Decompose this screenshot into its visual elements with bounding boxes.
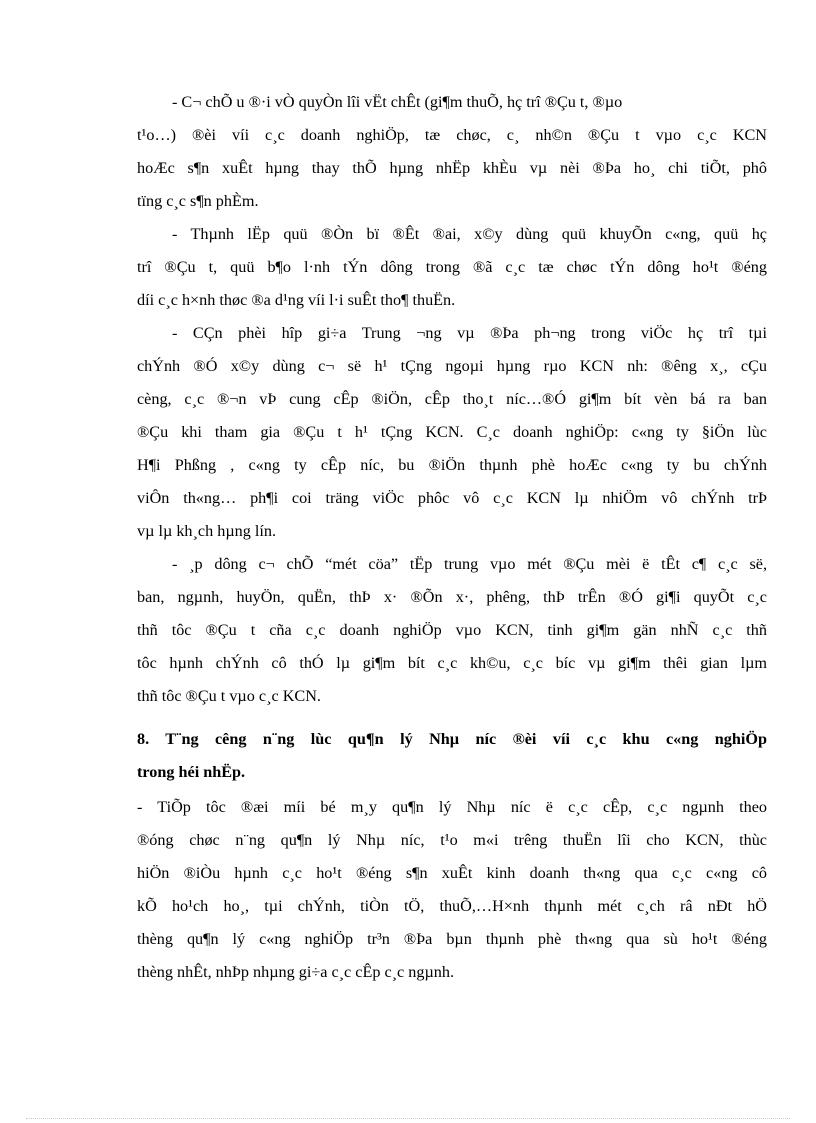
final-paragraph-line-3: hiÖn ®iÒu hµnh c¸c ho¹t ®éng s¶n xuÊt kinh doanh th«ng qua c¸c c«ng cô — [137, 864, 767, 882]
section-heading-line-1: 8. T¨ng cêng n¨ng lùc qu¶n lý Nhµ níc ®èi víi c¸c khu c«ng nghiÖp — [137, 730, 767, 748]
page-bottom-divider — [26, 1118, 790, 1119]
paragraph-3-line-3: cèng, c¸c ®¬n vÞ cung cÊp ®iÖn, cÊp tho¸t níc…®Ó gi¶m bít vèn bá ra ban — [137, 390, 767, 408]
paragraph-1-line-1: - C¬ chÕ u ®·i vÒ quyÒn lîi vËt chÊt (gi¶m thuÕ, hç trî ®Çu t, ®µo — [172, 93, 623, 111]
final-paragraph-line-6: thèng nhÊt, nhÞp nhµng gi÷a c¸c cÊp c¸c ngµnh. — [137, 963, 455, 981]
paragraph-4-line-3: thñ tôc ®Çu t cña c¸c doanh nghiÖp vµo KCN, tinh gi¶m gän nhÑ c¸c thñ — [137, 621, 767, 639]
paragraph-3-line-2: chÝnh ®Ó x©y dùng c¬ së h¹ tÇng ngoµi hµng rµo KCN nh: ®êng x¸, cÇu — [137, 357, 767, 375]
paragraph-4-line-5: thñ tôc ®Çu t vµo c¸c KCN. — [137, 687, 321, 705]
paragraph-1-line-3: hoÆc s¶n xuÊt hµng thay thÕ hµng nhËp khÈu vµ nèi ®Þa ho¸ chi tiÕt, phô — [137, 159, 767, 177]
final-paragraph-line-4: kÕ ho¹ch ho¸, tµi chÝnh, tiÒn tÖ, thuÕ,…H×nh thµnh mét c¸ch râ nÐt hÖ — [137, 897, 767, 915]
paragraph-3-line-1: - CÇn phèi hîp gi÷a Trung ¬ng vµ ®Þa ph¬ng trong viÖc hç trî tµi — [172, 324, 767, 342]
final-paragraph-line-1: - TiÕp tôc ®æi míi bé m¸y qu¶n lý Nhµ níc ë c¸c cÊp, c¸c ngµnh theo — [137, 798, 767, 816]
paragraph-4-line-2: ban, ngµnh, huyÖn, quËn, thÞ x· ®Õn x·, phêng, thÞ trÊn ®Ó gi¶i quyÕt c¸c — [137, 588, 767, 606]
paragraph-3-line-5: H¶i Phßng , c«ng ty cÊp níc, bu ®iÖn thµnh phè hoÆc c«ng ty bu chÝnh — [137, 456, 767, 474]
paragraph-4-line-4: tôc hµnh chÝnh cô thÓ lµ gi¶m bít c¸c kh©u, c¸c bíc vµ gi¶m thêi gian lµm — [137, 654, 767, 672]
paragraph-2-line-1: - Thµnh lËp quü ®Òn bï ®Êt ®ai, x©y dùng quü khuyÕn c«ng, quü hç — [172, 225, 767, 243]
paragraph-3-line-6: viÔn th«ng… ph¶i coi träng viÖc phôc vô c¸c KCN lµ nhiÖm vô chÝnh trÞ — [137, 489, 767, 507]
paragraph-3-line-7: vµ lµ kh¸ch hµng lín. — [137, 522, 277, 540]
final-paragraph-line-2: ®óng chøc n¨ng qu¶n lý Nhµ níc, t¹o m«i trêng thuËn lîi cho KCN, thùc — [137, 831, 767, 849]
final-paragraph-line-5: thèng qu¶n lý c«ng nghiÖp tr³n ®Þa bµn thµnh phè th«ng qua sù ho¹t ®éng — [137, 930, 767, 948]
paragraph-1-line-4: tïng c¸c s¶n phÈm. — [137, 192, 259, 210]
paragraph-3-line-4: ®Çu khi tham gia ®Çu t h¹ tÇng KCN. C¸c doanh nghiÖp: c«ng ty §iÖn lùc — [137, 423, 767, 441]
paragraph-2-line-3: díi c¸c h×nh thøc ®a d¹ng víi l·i suÊt tho¶ thuËn. — [137, 291, 456, 309]
paragraph-1-line-2: t¹o…) ®èi víi c¸c doanh nghiÖp, tæ chøc, c¸ nh©n ®Çu t vµo c¸c KCN — [137, 126, 767, 144]
paragraph-4-line-1: - ¸p dông c¬ chÕ “mét cöa” tËp trung vµo mét ®Çu mèi ë tÊt c¶ c¸c së, — [172, 555, 767, 573]
paragraph-2-line-2: trî ®Çu t, quü b¶o l·nh tÝn dông trong ®ã c¸c tæ chøc tÝn dông ho¹t ®éng — [137, 258, 767, 276]
section-heading-line-2: trong héi nhËp. — [137, 763, 246, 781]
